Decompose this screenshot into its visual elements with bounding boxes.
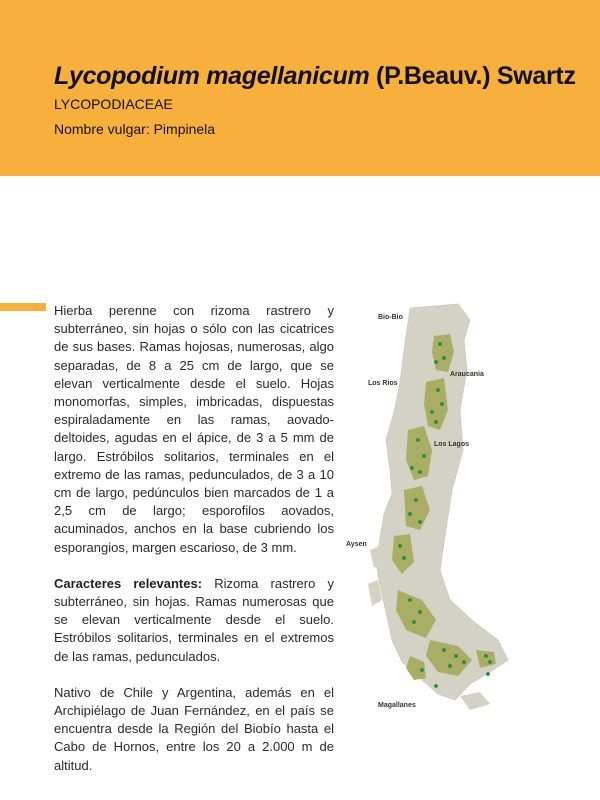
record-dot [422,454,426,458]
map-island [460,692,490,710]
species-name: Lycopodium magellanicum [54,62,370,90]
relevant-characters-paragraph [54,575,334,666]
record-dot [442,356,446,360]
header-band [0,0,600,176]
description-text [54,302,334,793]
record-dot [434,360,438,364]
relevant-label: Caracteres relevantes: [54,575,203,591]
record-dot [448,664,452,668]
family-name: LYCOPODIACEAE [54,96,173,112]
record-dot [398,544,402,548]
record-dot [442,648,446,652]
record-dot [434,684,438,688]
relevant-text: Rizoma rastrero y subterráneo, sin hojas. Ramas numerosas que se elevan verticalmente desde el suelo. Estróbilos solitarios, terminales en el extremos de las ramas, pedunculados. [54,575,334,664]
record-dot [418,520,422,524]
distribution-paragraph: Nativo de Chile y Argentina, además en el Archipiélago de Juan Fernández, en el país se encuentra desde la Región del Biobío hasta el Cabo de Hornos, entre los 20 a 2.000 m de altitud. [54,684,334,773]
region-label-los-rios: Los Rios [368,380,398,387]
distribution-map [340,300,580,720]
common-name: Nombre vulgar: Pimpinela [54,121,216,137]
author-name: (P.Beauv.) Swartz [376,62,576,90]
record-dot [410,466,414,470]
record-dot [420,668,424,672]
record-dot [414,498,418,502]
region-label-los-lagos: Los Lagos [434,441,470,448]
record-dot [408,598,412,602]
record-dot [488,660,492,664]
record-dot [454,654,458,658]
record-dot [416,438,420,442]
record-dot [418,470,422,474]
region-label-magallanes: Magallanes [378,702,416,709]
record-dot [484,654,488,658]
record-dot [412,620,416,624]
record-dot [418,610,422,614]
record-dot [402,556,406,560]
record-dot [436,388,440,392]
record-dot [440,402,444,406]
record-dot [434,420,438,424]
description-paragraph: Hierba perenne con rizoma rastrero y subterráneo, sin hojas o sólo con las cicatrices de sus bases. Ramas hojosas, numerosas, algo separadas, de 8 a 25 cm de largo, que se elevan verticalmente desde el suelo. Hojas monomorfas, simples, imbricadas, dispuestas espiraladamente en las ramas, aovado-deltoides, agudas en el ápice, de 3 a 5 mm de largo. Estróbilos solitarios, terminales en el extremo de las ramas, pedunculados, de 3 a 10 cm de largo, pedúnculos bien marcados de 1 a 2,5 cm de largo; esporofilos aovados, acuminados, anchos en la base cubriendo los esporangios, margen escarioso, de 3 mm. [54,303,334,555]
record-dot [438,342,442,346]
region-label-biobio: Bio-Bio [378,314,403,321]
record-dot [462,660,466,664]
region-label-araucania: Araucania [450,371,484,378]
record-dot [430,410,434,414]
page-title [54,62,576,91]
section-marker [0,303,46,311]
record-dot [486,672,490,676]
record-dot [408,512,412,516]
region-label-aysen: Aysen [346,541,367,548]
